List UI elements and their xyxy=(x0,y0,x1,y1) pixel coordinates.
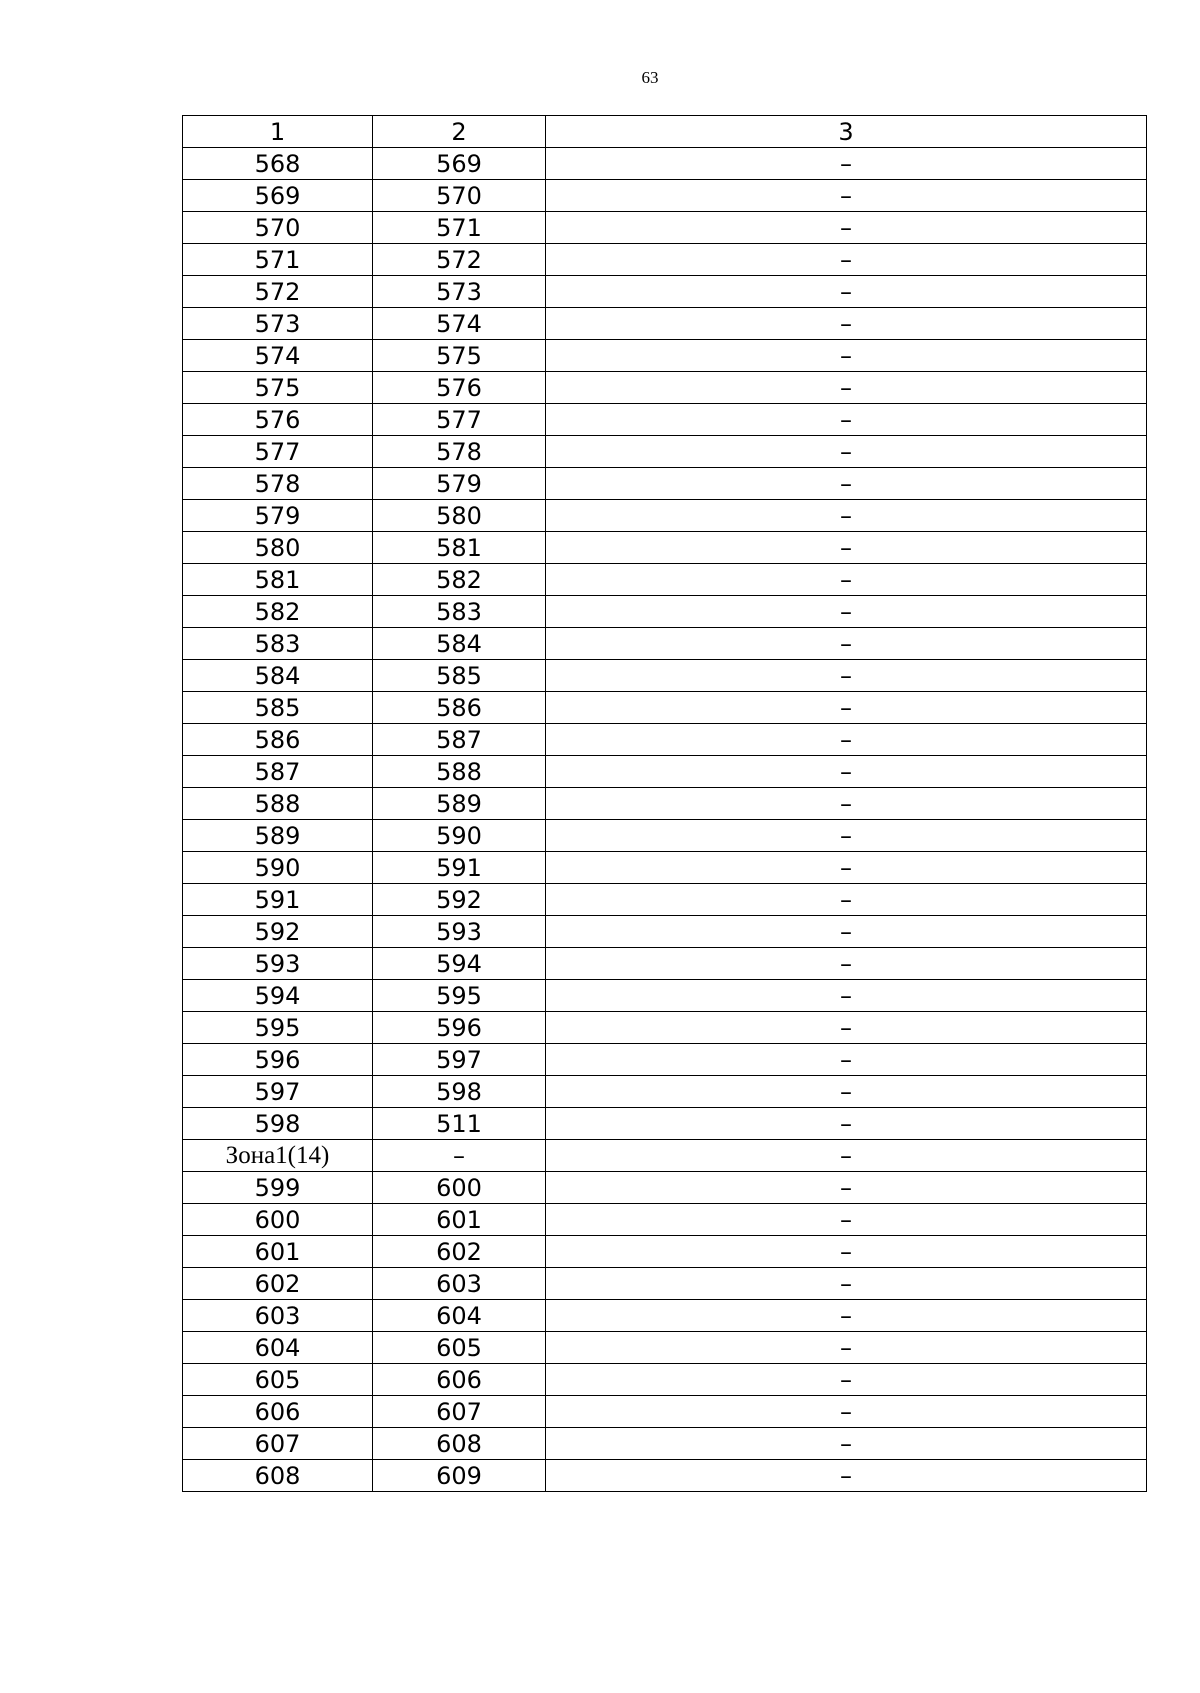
table-cell-col3: – xyxy=(546,980,1147,1012)
table-cell-col1: 603 xyxy=(183,1300,373,1332)
table-cell-col1: 578 xyxy=(183,468,373,500)
table-cell-col1: 569 xyxy=(183,180,373,212)
table-row xyxy=(183,564,1147,596)
table-row xyxy=(183,1300,1147,1332)
table-cell-col2: – xyxy=(373,1140,546,1172)
table-cell-col1: 589 xyxy=(183,820,373,852)
table-cell-col3: – xyxy=(546,244,1147,276)
table-cell-col1: 591 xyxy=(183,884,373,916)
table-row xyxy=(183,1076,1147,1108)
table-cell-col2: 571 xyxy=(373,212,546,244)
table-cell-col3: – xyxy=(546,1236,1147,1268)
table-row xyxy=(183,1236,1147,1268)
table-cell-col2: 575 xyxy=(373,340,546,372)
table-cell-col2: 569 xyxy=(373,148,546,180)
table-cell-col1: 600 xyxy=(183,1204,373,1236)
table-cell-col2: 579 xyxy=(373,468,546,500)
table-cell-col2: 606 xyxy=(373,1364,546,1396)
table-cell-col2: 598 xyxy=(373,1076,546,1108)
table-cell-col3: – xyxy=(546,948,1147,980)
table-cell-col1: 593 xyxy=(183,948,373,980)
table-cell-col2: 595 xyxy=(373,980,546,1012)
table-cell-col1: 584 xyxy=(183,660,373,692)
table-cell-col3: – xyxy=(546,1012,1147,1044)
table-cell-col2: 582 xyxy=(373,564,546,596)
table-cell-col3: – xyxy=(546,1076,1147,1108)
table-row xyxy=(183,244,1147,276)
table-row xyxy=(183,372,1147,404)
table-cell-col3: – xyxy=(546,1108,1147,1140)
table-cell-col2: 577 xyxy=(373,404,546,436)
table-cell-col3: – xyxy=(546,692,1147,724)
table-row xyxy=(183,276,1147,308)
table-cell-col1: 595 xyxy=(183,1012,373,1044)
table-row xyxy=(183,1460,1147,1492)
table-cell-col1: 598 xyxy=(183,1108,373,1140)
table-cell-col3: – xyxy=(546,308,1147,340)
table-cell-col3: – xyxy=(546,660,1147,692)
table-row xyxy=(183,1172,1147,1204)
table-row xyxy=(183,148,1147,180)
table-cell-col3: – xyxy=(546,564,1147,596)
table-cell-col2: 570 xyxy=(373,180,546,212)
table-cell-col3: – xyxy=(546,404,1147,436)
table-cell-col3: – xyxy=(546,148,1147,180)
table-cell-col3: – xyxy=(546,596,1147,628)
table-cell-col2: 589 xyxy=(373,788,546,820)
table-cell-col3: – xyxy=(546,212,1147,244)
table-cell-col1: 594 xyxy=(183,980,373,1012)
table-cell-col2: 585 xyxy=(373,660,546,692)
table-cell-col3: – xyxy=(546,1140,1147,1172)
table-cell-col3: – xyxy=(546,1204,1147,1236)
table-cell-col2: 594 xyxy=(373,948,546,980)
table-cell-col3: – xyxy=(546,724,1147,756)
table-cell-col1: 596 xyxy=(183,1044,373,1076)
table-cell-col2: 586 xyxy=(373,692,546,724)
table-row xyxy=(183,1268,1147,1300)
table-row xyxy=(183,532,1147,564)
table-row xyxy=(183,180,1147,212)
table-cell-col1: 586 xyxy=(183,724,373,756)
table-cell-col1: 579 xyxy=(183,500,373,532)
table-cell-col1: 606 xyxy=(183,1396,373,1428)
table-cell-col1: 601 xyxy=(183,1236,373,1268)
table-row xyxy=(183,788,1147,820)
table-cell-col1: 592 xyxy=(183,916,373,948)
table-row xyxy=(183,1204,1147,1236)
table-cell-col2: 583 xyxy=(373,596,546,628)
table-cell-col3: – xyxy=(546,372,1147,404)
header-row xyxy=(183,116,1147,148)
table-cell-col2: 588 xyxy=(373,756,546,788)
table-cell-col2: 592 xyxy=(373,884,546,916)
table-cell-col1: 585 xyxy=(183,692,373,724)
table-cell-col1: 597 xyxy=(183,1076,373,1108)
table-cell-col3: – xyxy=(546,1428,1147,1460)
data-table xyxy=(182,115,1147,1492)
table-row xyxy=(183,436,1147,468)
table-cell-col3: – xyxy=(546,1332,1147,1364)
header-cell-3: 3 xyxy=(546,116,1147,148)
table-cell-col2: 596 xyxy=(373,1012,546,1044)
table-row xyxy=(183,884,1147,916)
table-cell-col2: 601 xyxy=(373,1204,546,1236)
table-row xyxy=(183,468,1147,500)
table-body xyxy=(183,116,1147,1492)
table-row xyxy=(183,852,1147,884)
table-cell-col2: 608 xyxy=(373,1428,546,1460)
table-cell-col2: 581 xyxy=(373,532,546,564)
table-cell-col3: – xyxy=(546,916,1147,948)
table-row xyxy=(183,980,1147,1012)
table-cell-col3: – xyxy=(546,532,1147,564)
table-cell-col1: 575 xyxy=(183,372,373,404)
table-cell-col1: 577 xyxy=(183,436,373,468)
table-cell-col3: – xyxy=(546,500,1147,532)
table-cell-col3: – xyxy=(546,1364,1147,1396)
table-cell-col3: – xyxy=(546,276,1147,308)
table-cell-col2: 604 xyxy=(373,1300,546,1332)
table-row xyxy=(183,724,1147,756)
table-cell-col1: 576 xyxy=(183,404,373,436)
table-cell-col1: 583 xyxy=(183,628,373,660)
table-cell-col3: – xyxy=(546,1460,1147,1492)
table-cell-col3: – xyxy=(546,468,1147,500)
table-cell-col3: – xyxy=(546,1300,1147,1332)
table-row xyxy=(183,1396,1147,1428)
table-cell-col1: 604 xyxy=(183,1332,373,1364)
table-row xyxy=(183,1428,1147,1460)
table-cell-col2: 576 xyxy=(373,372,546,404)
table-cell-col2: 511 xyxy=(373,1108,546,1140)
header-cell-2: 2 xyxy=(373,116,546,148)
table-cell-col1: 568 xyxy=(183,148,373,180)
table-row xyxy=(183,500,1147,532)
table-cell-col1: 588 xyxy=(183,788,373,820)
table-cell-col2: 587 xyxy=(373,724,546,756)
table-row xyxy=(183,596,1147,628)
table-cell-col1: 599 xyxy=(183,1172,373,1204)
table-cell-col1: 570 xyxy=(183,212,373,244)
table-cell-col1: 605 xyxy=(183,1364,373,1396)
table-cell-col3: – xyxy=(546,884,1147,916)
table-cell-col1: 573 xyxy=(183,308,373,340)
table-cell-col3: – xyxy=(546,1268,1147,1300)
table-cell-col3: – xyxy=(546,756,1147,788)
page-number: 63 xyxy=(641,68,659,87)
table-cell-col2: 590 xyxy=(373,820,546,852)
table-row xyxy=(183,1044,1147,1076)
table-row xyxy=(183,1108,1147,1140)
table-row xyxy=(183,916,1147,948)
table-cell-col3: – xyxy=(546,788,1147,820)
table-row xyxy=(183,1140,1147,1172)
table-row xyxy=(183,628,1147,660)
table-cell-col3: – xyxy=(546,1172,1147,1204)
table-cell-col1: 607 xyxy=(183,1428,373,1460)
table-cell-col2: 584 xyxy=(373,628,546,660)
table-row xyxy=(183,820,1147,852)
table-cell-col1: 572 xyxy=(183,276,373,308)
table-cell-col1: 602 xyxy=(183,1268,373,1300)
table-cell-col2: 603 xyxy=(373,1268,546,1300)
table-row xyxy=(183,340,1147,372)
table-cell-col2: 609 xyxy=(373,1460,546,1492)
table-row xyxy=(183,692,1147,724)
table-cell-col1: 571 xyxy=(183,244,373,276)
table-cell-col1: 580 xyxy=(183,532,373,564)
table-cell-col1: 581 xyxy=(183,564,373,596)
table-row xyxy=(183,756,1147,788)
table-cell-col2: 580 xyxy=(373,500,546,532)
table-cell-col2: 600 xyxy=(373,1172,546,1204)
table-row xyxy=(183,948,1147,980)
table-row xyxy=(183,308,1147,340)
table-row xyxy=(183,212,1147,244)
table-row xyxy=(183,1364,1147,1396)
table-cell-col3: – xyxy=(546,852,1147,884)
table-cell-col2: 574 xyxy=(373,308,546,340)
table-row xyxy=(183,404,1147,436)
table-cell-col2: 607 xyxy=(373,1396,546,1428)
table-cell-col2: 573 xyxy=(373,276,546,308)
table-cell-col1: Зона1(14) xyxy=(183,1140,373,1172)
table-cell-col3: – xyxy=(546,436,1147,468)
table-cell-col2: 602 xyxy=(373,1236,546,1268)
table-cell-col1: 587 xyxy=(183,756,373,788)
table-cell-col2: 597 xyxy=(373,1044,546,1076)
header-cell-1: 1 xyxy=(183,116,373,148)
table-cell-col2: 593 xyxy=(373,916,546,948)
table-cell-col1: 590 xyxy=(183,852,373,884)
table-cell-col3: – xyxy=(546,180,1147,212)
table-row xyxy=(183,1332,1147,1364)
table-cell-col3: – xyxy=(546,820,1147,852)
table-cell-col3: – xyxy=(546,628,1147,660)
table-cell-col3: – xyxy=(546,1396,1147,1428)
table-cell-col2: 605 xyxy=(373,1332,546,1364)
table-cell-col2: 572 xyxy=(373,244,546,276)
table-cell-col1: 582 xyxy=(183,596,373,628)
table-cell-col2: 591 xyxy=(373,852,546,884)
table-row xyxy=(183,660,1147,692)
table-cell-col2: 578 xyxy=(373,436,546,468)
table-cell-col1: 574 xyxy=(183,340,373,372)
table-cell-col3: – xyxy=(546,340,1147,372)
table-cell-col1: 608 xyxy=(183,1460,373,1492)
table-cell-col3: – xyxy=(546,1044,1147,1076)
table-row xyxy=(183,1012,1147,1044)
